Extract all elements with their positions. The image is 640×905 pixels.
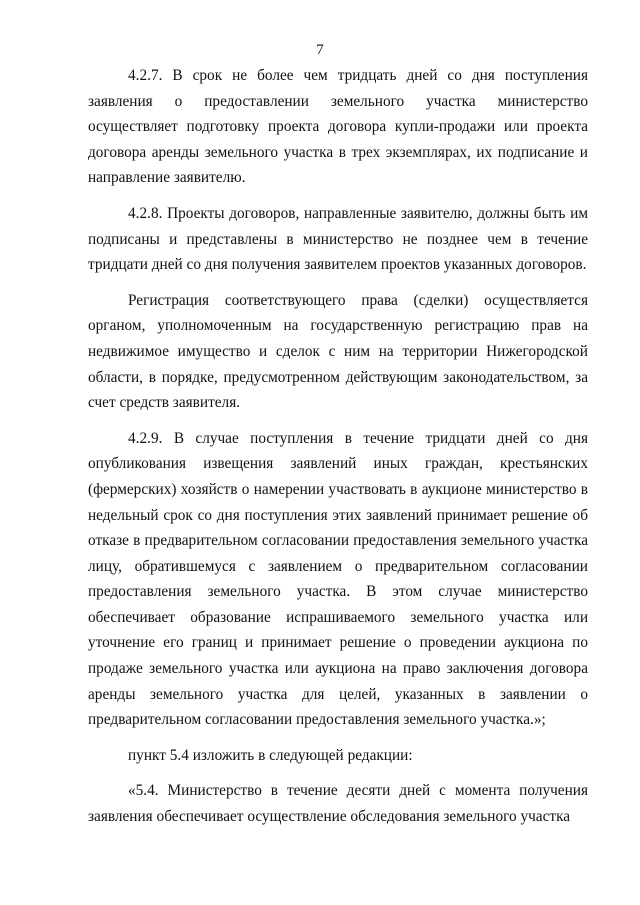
paragraph-4-2-9: 4.2.9. В случае поступления в течение тридцати дней со дня опубликования извещения заявлений иных граждан, крестьянских (фермерских) хозяйств о намерении участвовать в аукционе министерство в недельный срок со дня поступления этих заявлений принимает решение об отказе в предварительном согласовании предоставления земельного участка лицу, обратившемуся с заявлением о предварительном согласовании предоставления земельного участка. В этом случае министерство обеспечивает образование испрашиваемого земельного участка или уточнение его границ и принимает решение о проведении аукциона по продаже земельного участка или аукциона на право заключения договора аренды земельного участка для целей, указанных в заявлении о предварительном согласовании предоставления земельного участка.»; (88, 429, 588, 729)
page-number: 7 (316, 42, 324, 58)
paragraph-4-2-7: 4.2.7. В срок не более чем тридцать дней со дня поступления заявления о предоставлении земельного участка министерство осуществляет подготовку проекта договора купли-продажи или проекта договора аренды земельного участка в трех экземплярах, их подписание и направление заявителю. (88, 67, 588, 187)
paragraph-amendment-5-4: пункт 5.4 изложить в следующей редакции: (128, 746, 413, 764)
paragraph-registration: Регистрация соответствующего права (сделки) осуществляется органом, уполномоченным на государственную регистрацию прав на недвижимое имущество и сделок с ним на территории Нижегородской области, в порядке, предусмотренном действующим законодательством, за счет средств заявителя. (88, 291, 588, 412)
document-body (88, 63, 588, 840)
paragraph-4-2-8: 4.2.8. Проекты договоров, направленные заявителю, должны быть им подписаны и представлены в министерство не позднее чем в течение тридцати дней со дня получения заявителем проектов указанных договоров. (88, 204, 588, 274)
paragraph-5-4: «5.4. Министерство в течение десяти дней с момента получения заявления обеспечивает осуществление обследования земельного участка (88, 782, 588, 826)
